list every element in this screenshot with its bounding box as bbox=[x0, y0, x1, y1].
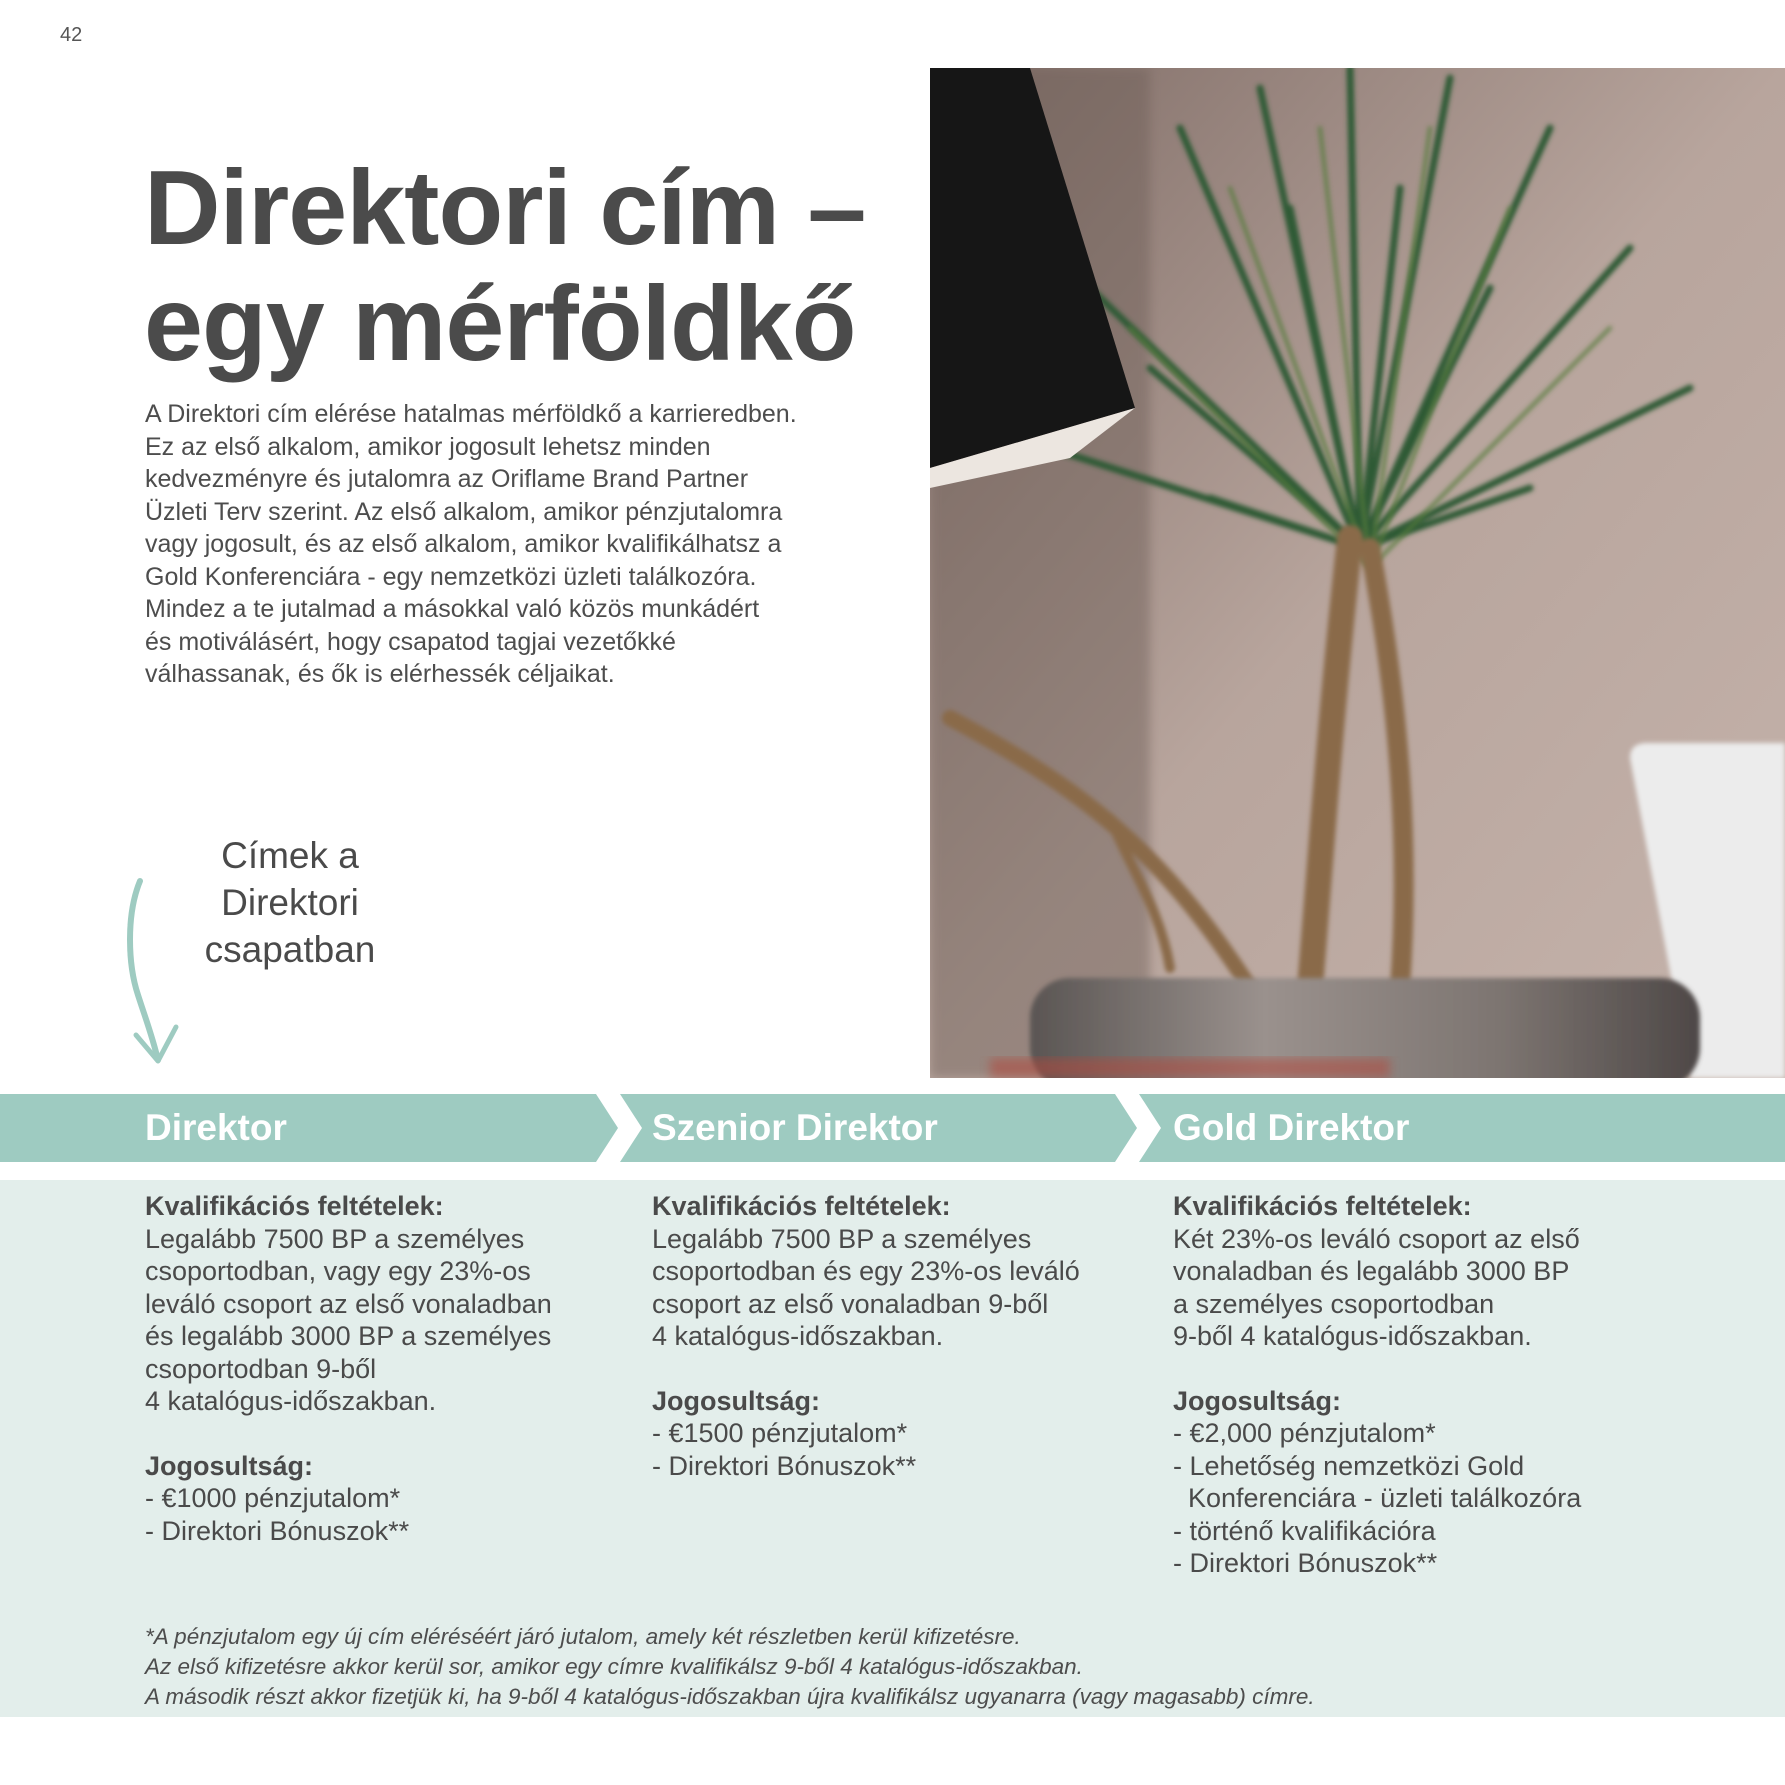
side-caption-line: Direktori bbox=[221, 882, 359, 923]
side-caption-line: csapatban bbox=[204, 929, 376, 970]
spacer bbox=[652, 1353, 1080, 1385]
page-number: 42 bbox=[60, 24, 83, 46]
benefit-line: - €1000 pénzjutalom* bbox=[145, 1483, 401, 1513]
plant-lamp-illustration bbox=[930, 68, 1785, 1078]
level-name-direktor: Direktor bbox=[145, 1107, 287, 1148]
intro-line: vagy jogosult, és az első alkalom, amikor kvalifikálhatsz a bbox=[145, 530, 782, 558]
level-column-gold-direktor bbox=[1173, 1190, 1581, 1580]
intro-line: Üzleti Terv szerint. Az első alkalom, amikor pénzjutalomra bbox=[145, 497, 783, 526]
benefit-heading: Jogosultság: bbox=[145, 1450, 314, 1481]
level-column-direktor bbox=[145, 1190, 552, 1547]
benefit-line: Konferenciára - üzleti találkozóra bbox=[1173, 1483, 1582, 1513]
level-name-szenior-direktor: Szenior Direktor bbox=[652, 1107, 938, 1148]
spacer bbox=[145, 1418, 552, 1450]
qualification-line: leváló csoport az első vonaladban bbox=[145, 1288, 552, 1319]
qualification-line: 4 katalógus-időszakban. bbox=[145, 1386, 437, 1416]
page-title-line: egy mérföldkő bbox=[144, 265, 856, 383]
intro-line: A Direktori cím elérése hatalmas mérföldkő a karrieredben. bbox=[145, 400, 797, 428]
levels-band bbox=[0, 1094, 1785, 1162]
footnote bbox=[145, 1622, 1315, 1712]
benefit-line: - €1500 pénzjutalom* bbox=[652, 1418, 908, 1448]
benefit-line: - Direktori Bónuszok** bbox=[652, 1450, 917, 1481]
level-name-gold-direktor: Gold Direktor bbox=[1173, 1107, 1410, 1148]
chevron-separator-icon bbox=[596, 1094, 642, 1162]
benefit-heading: Jogosultság: bbox=[652, 1385, 821, 1416]
down-arrow-icon bbox=[118, 875, 188, 1070]
qualification-line: csoport az első vonaladban 9-ből bbox=[652, 1288, 1049, 1319]
intro-line: kedvezményre és jutalomra az Oriflame Brand Partner bbox=[145, 465, 749, 493]
level-column-szenior-direktor bbox=[652, 1190, 1080, 1482]
qualification-heading: Kvalifikációs feltételek: bbox=[145, 1191, 444, 1221]
qualification-line: Legalább 7500 BP a személyes bbox=[652, 1223, 1032, 1254]
qualification-line: 9-ből 4 katalógus-időszakban. bbox=[1173, 1321, 1532, 1351]
intro-line: és motiválásért, hogy csapatod tagjai vezetőkké bbox=[145, 627, 676, 656]
qualification-line: csoportodban és egy 23%-os leváló bbox=[652, 1256, 1080, 1286]
qualification-line: vonaladban és legalább 3000 BP bbox=[1173, 1256, 1570, 1286]
plant-lamp-photo bbox=[930, 68, 1785, 1078]
benefit-line: - történő kvalifikációra bbox=[1173, 1515, 1436, 1546]
page-title bbox=[144, 150, 865, 382]
side-caption-line: Címek a bbox=[221, 835, 359, 876]
benefit-line: - Direktori Bónuszok** bbox=[145, 1515, 410, 1546]
intro-line: Ez az első alkalom, amikor jogosult lehetsz minden bbox=[145, 432, 711, 461]
qualification-heading: Kvalifikációs feltételek: bbox=[1173, 1191, 1472, 1221]
footnote-line: Az első kifizetésre akkor kerül sor, amikor egy címre kvalifikálsz 9-ből 4 katalógus-időszakban. bbox=[145, 1654, 1083, 1679]
benefit-line: - Lehetőség nemzetközi Gold bbox=[1173, 1450, 1525, 1481]
page-title-line: Direktori cím – bbox=[144, 149, 866, 267]
chevron-separator-icon bbox=[1115, 1094, 1161, 1162]
benefit-line: - Direktori Bónuszok** bbox=[1173, 1548, 1438, 1578]
benefit-line: - €2,000 pénzjutalom* bbox=[1173, 1418, 1436, 1448]
qualification-line: Két 23%-os leváló csoport az első bbox=[1173, 1223, 1580, 1254]
benefit-heading: Jogosultság: bbox=[1173, 1385, 1342, 1416]
intro-line: válhassanak, és ők is elérhessék céljaikat. bbox=[145, 660, 615, 688]
qualification-line: és legalább 3000 BP a személyes bbox=[145, 1321, 552, 1351]
qualification-heading: Kvalifikációs feltételek: bbox=[652, 1191, 951, 1221]
footnote-line: A második részt akkor fizetjük ki, ha 9-ből 4 katalógus-időszakban újra kvalifikálsz ugyanarra (vagy magasabb) címre. bbox=[145, 1684, 1315, 1709]
qualification-line: csoportodban, vagy egy 23%-os bbox=[145, 1256, 531, 1286]
qualification-line: csoportodban 9-ből bbox=[145, 1353, 377, 1384]
intro-line: Gold Konferenciára - egy nemzetközi üzleti találkozóra. bbox=[145, 562, 757, 591]
spacer bbox=[1173, 1353, 1581, 1385]
qualification-line: 4 katalógus-időszakban. bbox=[652, 1321, 944, 1351]
footnote-line: *A pénzjutalom egy új cím eléréséért járó jutalom, amely két részletben kerül kifizetésre. bbox=[145, 1624, 1021, 1649]
intro-line: Mindez a te jutalmad a másokkal való közös munkádért bbox=[145, 595, 760, 623]
qualification-line: Legalább 7500 BP a személyes bbox=[145, 1223, 525, 1254]
qualification-line: a személyes csoportodban bbox=[1173, 1288, 1495, 1319]
intro-paragraph bbox=[145, 398, 865, 691]
side-caption bbox=[170, 832, 410, 973]
